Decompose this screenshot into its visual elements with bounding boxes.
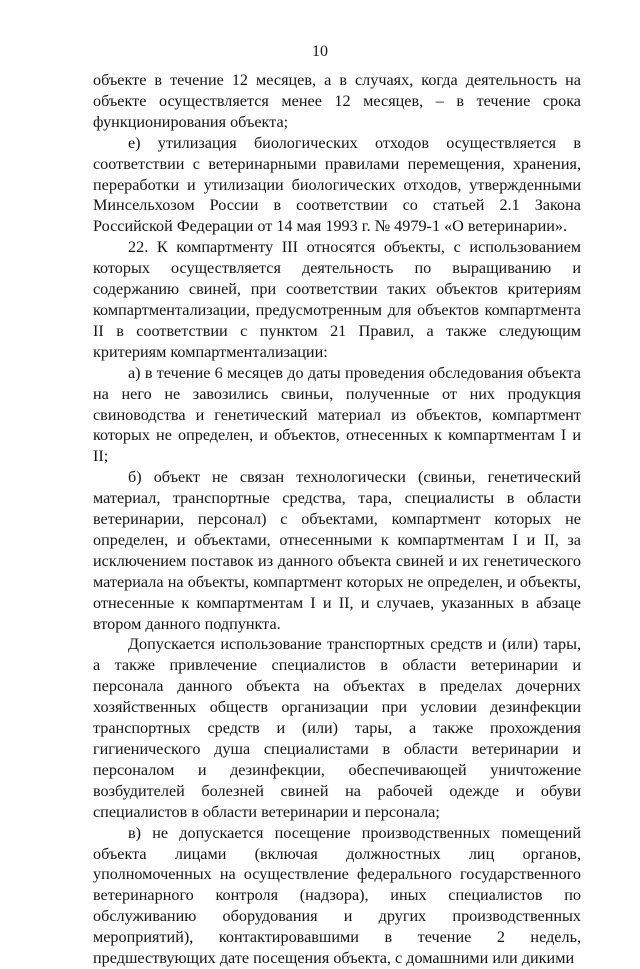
document-body (93, 70, 581, 969)
paragraph-item-e: е) утилизация биологических отходов осуществляется в соответствии с ветеринарными правилами перемещения, хранения, переработки и утилизации биологических отходов, утвержденными Минсельхозом России в соответствии со статьей 2.1 Закона Российской Федерации от 14 мая 1993 г. № 4979-1 «О ветеринарии». (93, 133, 581, 236)
page-number: 10 (312, 43, 328, 60)
paragraph-item-b: б) объект не связан технологически (свиньи, генетический материал, транспортные средства, тара, специалисты в области ветеринарии, персонал) с объектами, компартмент которых не определен, и объектами, отнесенными к компартментам I и II, за исключением поставок из данного объекта свиней и их генетического материала на объекты, компартмент которых не определен, и объекты, отнесенные к компартментам I и II, и случаев, указанных в абзаце втором данного подпункта. (93, 468, 581, 633)
paragraph-item-v: в) не допускается посещение производственных помещений объекта лицами (включая должностных лиц органов, уполномоченных на осуществление федерального государственного ветеринарного контроля (надзора), иных специалистов по обслуживанию оборудования и других производственных мероприятий), контактировавшими в течение 2 недель, предшествующих дате посещения объекта, с домашними или дикими (93, 823, 581, 968)
paragraph-item-a: а) в течение 6 месяцев до даты проведения обследования объекта на него не завозились свиньи, полученные от них продукция свиноводства и генетический материал из объектов, компартмент которых не определен, и объектов, отнесенных к компартментам I и II; (93, 363, 581, 466)
paragraph-allowance: Допускается использование транспортных средств и (или) тары, а также привлечение специалистов в области ветеринарии и персонала данного объекта на объектах в пределах дочерних хозяйственных обществ организации при условии дезинфекции транспортных средств и (или) тары, а также прохождения гигиенического душа специалистами в области ветеринарии и персоналом и дезинфекции, обеспечивающей уничтожение возбудителей болезней свиней на рабочей одежде и обуви специалистов в области ветеринарии и персонала; (93, 635, 581, 821)
paragraph-continuation: объекте в течение 12 месяцев, а в случаях, когда деятельность на объекте осуществляется менее 12 месяцев, – в течение срока функционирования объекта; (93, 71, 581, 131)
paragraph-clause-22: 22. К компартменту III относятся объекты, с использованием которых осуществляется деятельность по выращиванию и содержанию свиней, при соответствии таких объектов критериям компартментализации, предусмотренным для объектов компартмента II в соответствии с пунктом 21 Правил, а также следующим критериям компартментализации: (93, 238, 581, 361)
